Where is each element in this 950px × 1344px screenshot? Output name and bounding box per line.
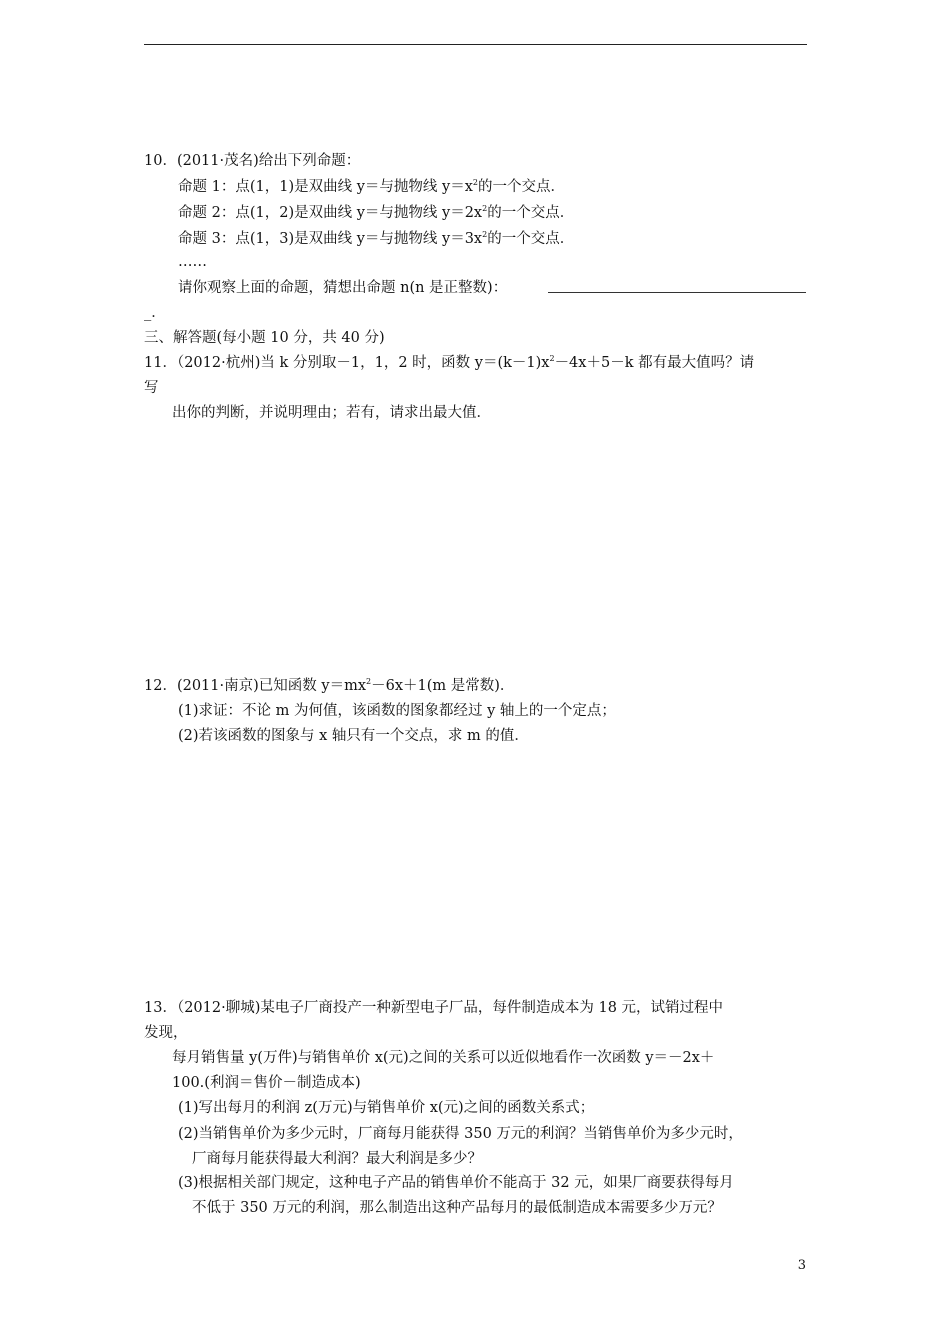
q12-stem: 12．(2011·南京)已知函数 $y=mx^2-6x+1(m$ 是常数)． xyxy=(144,677,515,694)
q13-line-3: 每月销售量 y(万件)与销售单价 x(元)之间的关系可以近似地看作一次函数 y＝－2x＋ xyxy=(172,1050,715,1066)
q13-line-2: 发现， xyxy=(144,1025,188,1041)
q13-part-1: (1)写出每月的利润 z(万元)与销售单价 x(元)之间的函数关系式； xyxy=(178,1100,595,1116)
q13-line-4: 100.(利润＝售价－制造成本) xyxy=(172,1075,361,1091)
q10-ellipsis: …… xyxy=(178,254,207,270)
q13-part-3-line-2: 不低于 350 万元的利润，那么制造出这种产品每月的最低制造成本需要多少万元？ xyxy=(192,1200,722,1216)
q13-part-2-line-1: (2)当销售单价为多少元时，厂商每月能获得 350 万元的利润？当销售单价为多少元时， xyxy=(178,1126,743,1142)
q10-proposition-3: 命题 3：点(1，3)是双曲线 y＝与抛物线 $y=3x^2$的一个交点． xyxy=(178,230,575,247)
q10-answer-blank xyxy=(548,292,806,293)
q13-part-3-line-1: (3)根据相关部门规定，这种电子产品的销售单价不能高于 32 元，如果厂商要获得每月 xyxy=(178,1175,734,1191)
q12-part-2: (2)若该函数的图象与 x 轴只有一个交点，求 m 的值． xyxy=(178,728,529,744)
q11-line-1: 11．（2012·杭州)当 k 分别取－1，1，2 时，函数 $y=(k-1)x^2-4x+5-k$ 都有最大值吗？请 xyxy=(144,354,755,371)
q10-stem: 10．(2011·茂名)给出下列命题： xyxy=(144,153,361,169)
q10-question: 请你观察上面的命题，猜想出命题 n(n 是正整数)： xyxy=(178,280,508,296)
q13-line-1: 13．（2012·聊城)某电子厂商投产一种新型电子厂品，每件制造成本为 18 元，试销过程中 xyxy=(144,1000,724,1016)
q12-part-1: (1)求证：不论 m 为何值，该函数的图象都经过 y 轴上的一个定点； xyxy=(178,703,616,719)
q11-line-3: 出你的判断，并说明理由；若有，请求出最大值． xyxy=(172,405,491,421)
section-3-heading: 三、解答题(每小题 10 分，共 40 分) xyxy=(144,330,385,346)
q13-part-2-line-2: 厂商每月能获得最大利润？最大利润是多少？ xyxy=(192,1151,482,1167)
q10-proposition-2: 命题 2：点(1，2)是双曲线 y＝与抛物线 $y=2x^2$的一个交点． xyxy=(178,204,575,221)
page-number: 3 xyxy=(797,1258,806,1273)
q10-proposition-1: 命题 1：点(1，1)是双曲线 y＝与抛物线 $y=x^2$的一个交点． xyxy=(178,178,565,195)
q10-answer-end: _． xyxy=(144,305,166,321)
header-rule xyxy=(144,44,807,45)
q11-line-2: 写 xyxy=(144,380,159,396)
